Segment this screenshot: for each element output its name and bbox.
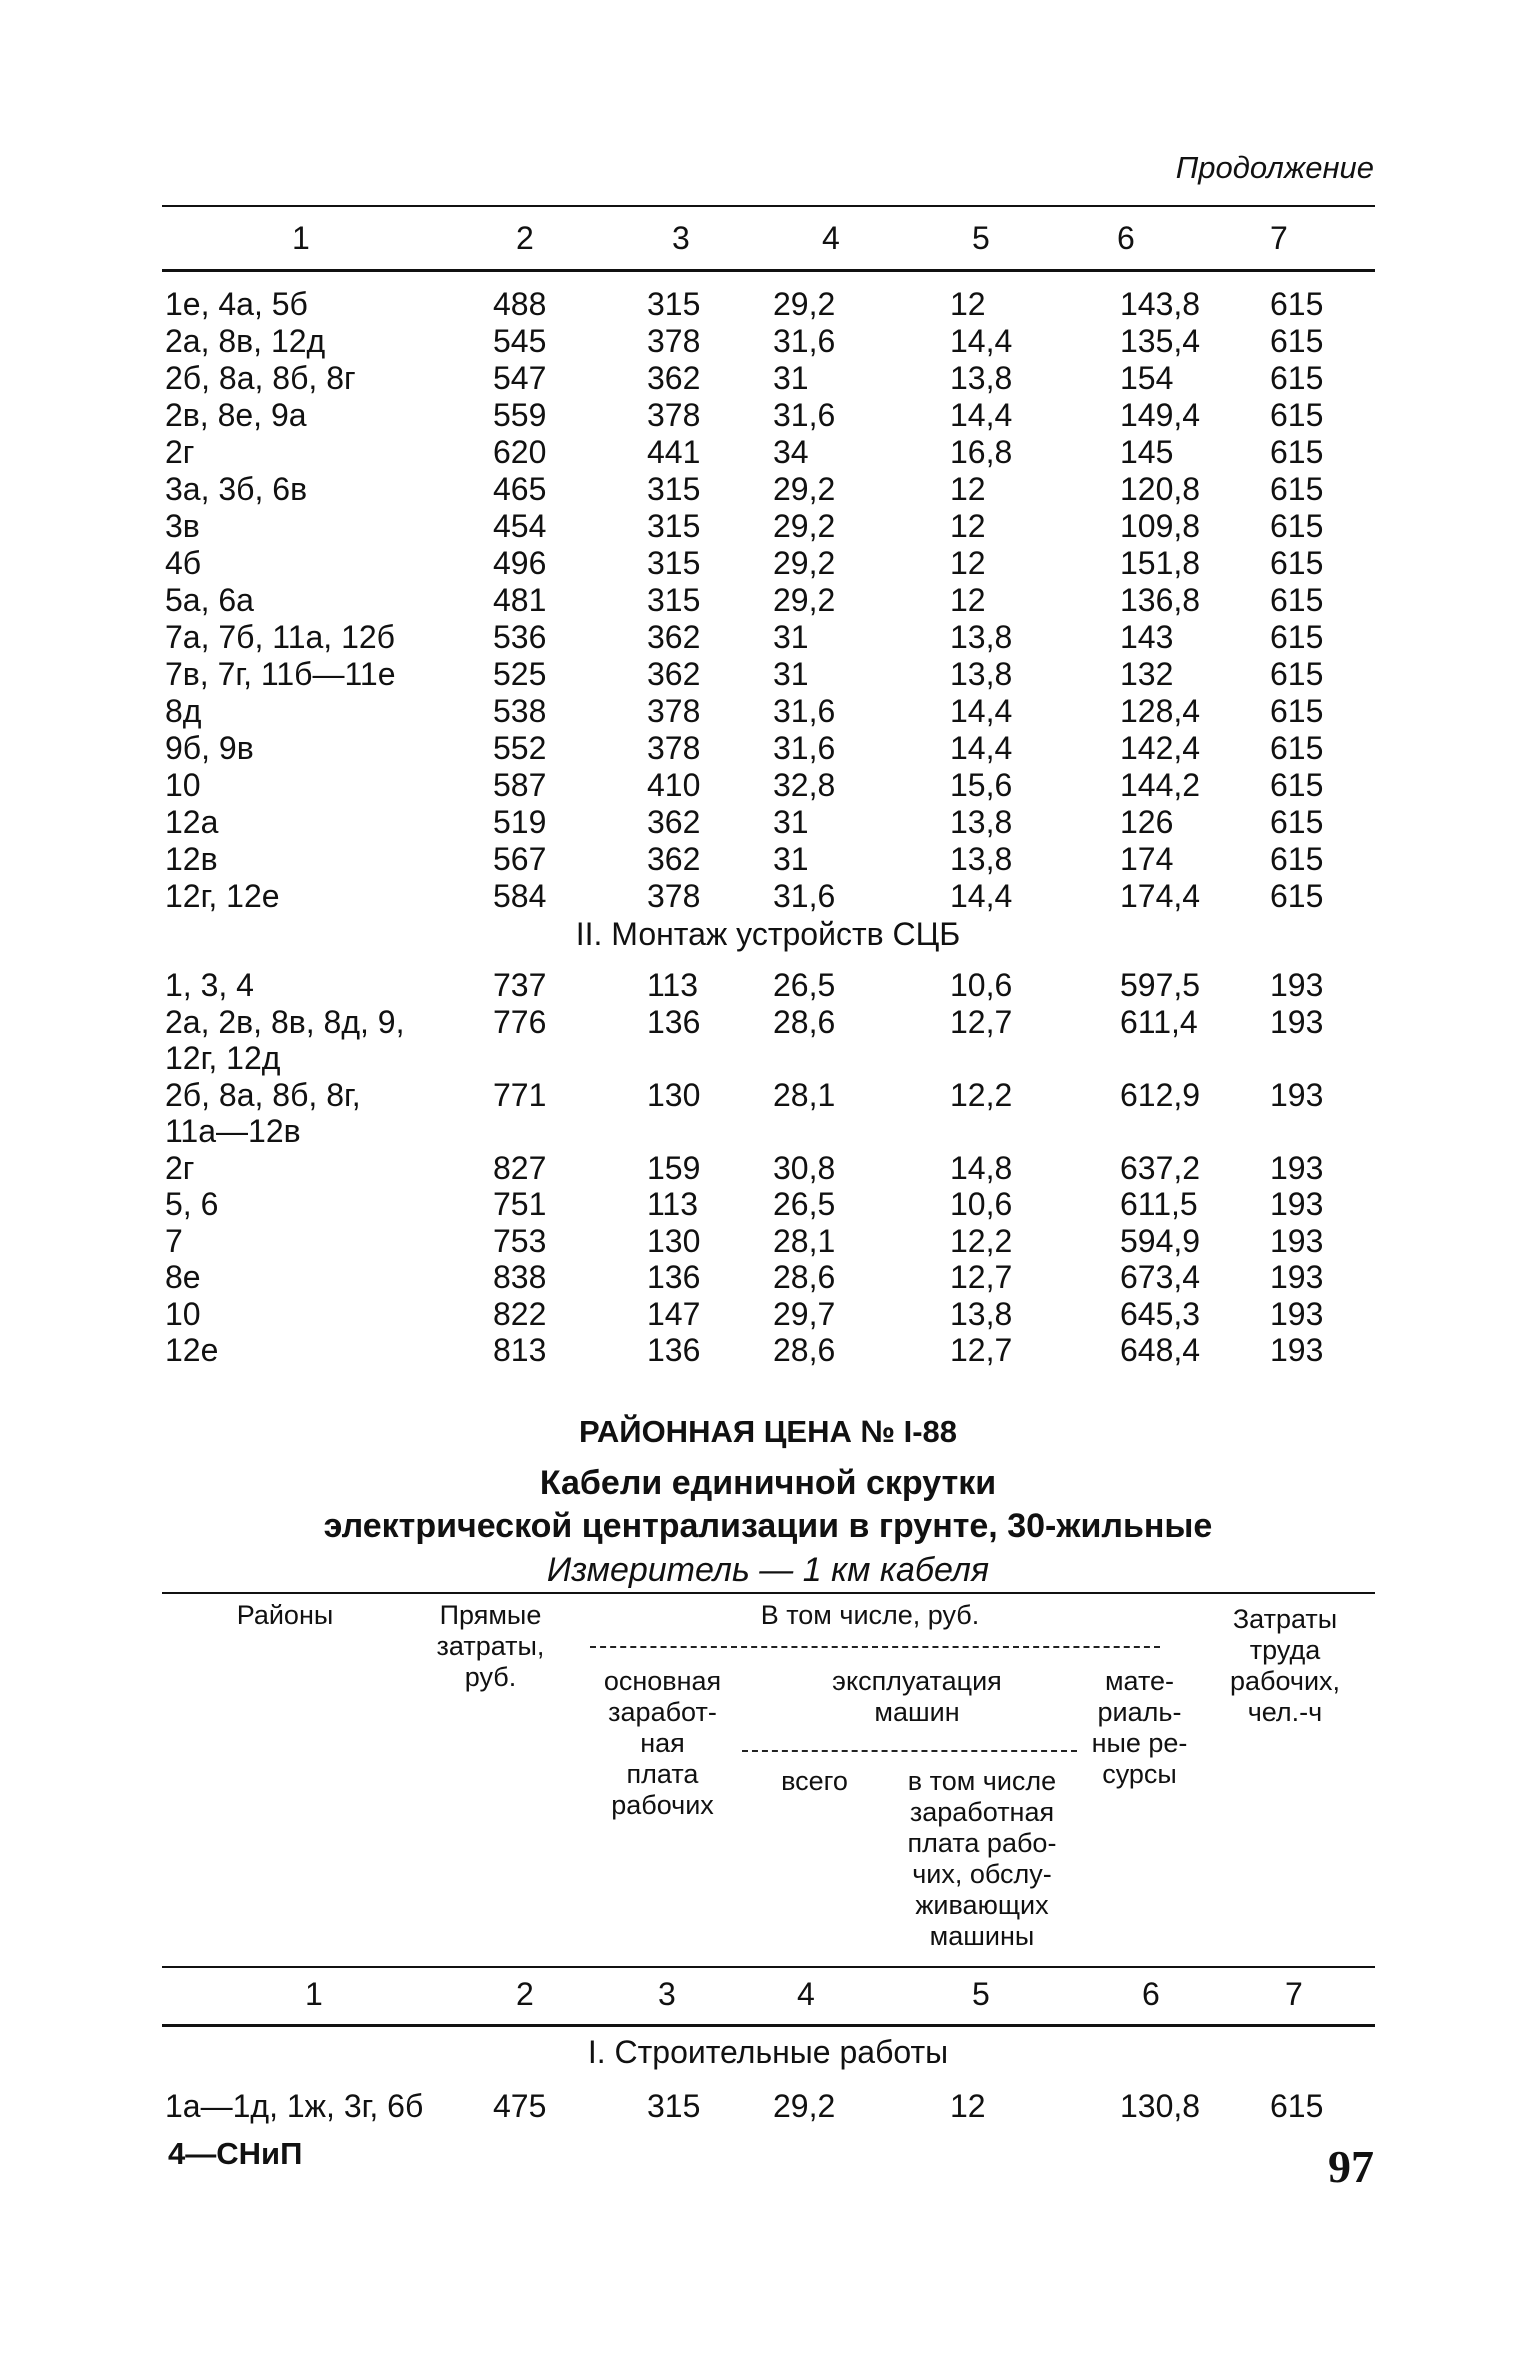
table-cell: 12,7 [950,1332,1013,1368]
footer-label: 4—СНиП [168,2136,303,2171]
table-cell: 545 [493,323,547,359]
table-cell: 151,8 [1120,545,1201,581]
header-materials: мате- риаль- ные ре- сурсы [1091,1666,1188,1789]
table-cell: 145 [1120,434,1174,470]
table-cell: 378 [647,323,701,359]
table-row [0,1150,1536,1187]
table-cell: 174,4 [1120,878,1201,914]
table-row [0,1077,1536,1114]
page-number: 97 [1328,2141,1374,2192]
table-row [0,804,1536,841]
header-total: всего [781,1766,848,1796]
table-cell: 2б, 8а, 8б, 8г, [165,1076,361,1113]
section-heading-2: II. Монтаж устройств СЦБ [575,916,961,952]
table-cell: 31,6 [773,323,836,359]
table-row [0,693,1536,730]
table-cell: 645,3 [1120,1295,1201,1332]
table-cell: 362 [647,619,701,655]
table-row [0,397,1536,434]
table-cell: 31 [773,619,809,655]
table-cell: 615 [1270,434,1324,470]
table-cell: 771 [493,1076,547,1113]
table-cell: 7а, 7б, 11а, 12б [165,619,395,655]
table-cell: 615 [1270,619,1324,655]
table-cell: 193 [1270,1149,1324,1186]
table-cell: 29,2 [773,545,836,581]
table-cell: 615 [1270,545,1324,581]
table-cell: 154 [1120,360,1174,396]
table-cell: 315 [647,286,701,322]
table-row [0,471,1536,508]
table-cell: 14,4 [950,730,1013,766]
col-num: 5 [972,220,990,256]
table-cell: 584 [493,878,547,914]
table-cell: 14,4 [950,878,1013,914]
table-cell: 465 [493,471,547,507]
table-cell: 315 [647,2088,701,2124]
table-cell: 28,6 [773,1259,836,1295]
table-cell: 29,2 [773,582,836,618]
table-cell: 536 [493,619,547,655]
header-machines: эксплуатация машин [832,1666,1002,1727]
table-cell: 838 [493,1259,547,1295]
table-cell: 147 [647,1295,701,1332]
table-cell: 12е [165,1332,219,1368]
table-cell: 488 [493,286,547,322]
table-row [0,1186,1536,1223]
table-cell: 3а, 3б, 6в [165,471,308,507]
table-cell: 193 [1270,1186,1324,1222]
table-cell: 132 [1120,656,1174,692]
table-cell: 5, 6 [165,1186,219,1222]
table-cell: 315 [647,545,701,581]
table-cell: 126 [1120,804,1174,840]
table-cell: 193 [1270,967,1324,1003]
table-cell: 441 [647,434,701,470]
table-cell: 29,2 [773,2088,836,2124]
header-regions: Районы [236,1600,334,1630]
table-cell: 611,4 [1120,1003,1198,1040]
header-including: В том числе, руб. [760,1600,980,1630]
col-num: 7 [1270,220,1288,256]
table-cell: 567 [493,841,547,877]
table-cell: 12,2 [950,1222,1013,1259]
table-cell: 12 [950,286,986,322]
table-cell: 1е, 4а, 5б [165,286,308,322]
table-row [0,656,1536,693]
table-cell: 737 [493,967,547,1003]
table-cell: 12 [950,545,986,581]
table-row [0,967,1536,1004]
section-heading-1: I. Строительные работы [587,2034,949,2070]
table-cell: 615 [1270,841,1324,877]
table-cell: 193 [1270,1222,1324,1259]
table-cell: 193 [1270,1003,1324,1040]
table-cell: 10,6 [950,1186,1013,1222]
table-cell: 16,8 [950,434,1013,470]
table-cell: 12,7 [950,1259,1013,1295]
table-row [0,360,1536,397]
table-row [0,1113,1536,1150]
table-cell: 113 [647,1186,699,1222]
table-row [0,545,1536,582]
header-direct-costs: Прямые затраты, руб. [436,1600,545,1692]
table-cell: 378 [647,397,701,433]
table-cell: 615 [1270,730,1324,766]
second-table-top-rule [162,1592,1375,1594]
table-cell: 9б, 9в [165,730,254,766]
table-cell: 28,1 [773,1076,836,1113]
table-cell: 620 [493,434,547,470]
table-cell: 12,2 [950,1076,1013,1113]
table-cell: 174 [1120,841,1174,877]
table-cell: 2г [165,434,195,470]
table-cell: 14,8 [950,1149,1013,1186]
table-row [0,878,1536,915]
table-cell: 3в [165,508,200,544]
header-labor: Затраты труда рабочих, чел.-ч [1229,1604,1341,1727]
table-cell: 13,8 [950,841,1013,877]
table-cell: 15,6 [950,767,1013,803]
continuation-label: Продолжение [1175,150,1374,185]
table-cell: 813 [493,1332,547,1368]
table-cell: 315 [647,508,701,544]
table-cell: 109,8 [1120,508,1201,544]
table-cell: 753 [493,1222,547,1259]
table-cell: 615 [1270,656,1324,692]
table-cell: 475 [493,2088,547,2124]
table-cell: 615 [1270,582,1324,618]
table-cell: 113 [647,967,699,1003]
table-cell: 13,8 [950,804,1013,840]
table-cell: 28,6 [773,1332,836,1368]
table-row [0,508,1536,545]
table-row [0,1332,1536,1369]
table-cell: 615 [1270,286,1324,322]
table-cell: 594,9 [1120,1222,1201,1259]
table-cell: 143 [1120,619,1174,655]
table-cell: 31 [773,804,809,840]
table-cell: 552 [493,730,547,766]
table-cell: 8д [165,693,202,729]
second-header-rule [162,1966,1375,1968]
table-cell: 31,6 [773,878,836,914]
machines-divider [742,1750,1077,1752]
table-cell: 120,8 [1120,471,1201,507]
table-cell: 612,9 [1120,1076,1201,1113]
table-cell: 12а [165,804,219,840]
col-num: 3 [672,220,690,256]
table-cell: 2б, 8а, 8б, 8г [165,360,356,396]
table-cell: 1, 3, 4 [165,967,254,1003]
unit-of-measure: Измеритель — 1 км кабеля [546,1551,990,1589]
column-numbers-row [0,220,1536,257]
column-numbers-row-2 [0,1976,1536,2013]
table-cell: 136 [647,1003,701,1040]
table-cell: 362 [647,841,701,877]
table-cell: 454 [493,508,547,544]
table-row [0,841,1536,878]
table-cell: 26,5 [773,967,836,1003]
table-cell: 637,2 [1120,1149,1201,1186]
table-row [0,1223,1536,1260]
table-cell: 144,2 [1120,767,1201,803]
header-machine-wage: в том числе заработная плата рабо- чих, обслу- живающих машины [907,1766,1057,1951]
subtitle-line-1: Кабели единичной скрутки [539,1464,997,1502]
table-row [0,619,1536,656]
table-cell: 827 [493,1149,547,1186]
table-cell: 673,4 [1120,1259,1201,1295]
table-cell: 130 [647,1222,701,1259]
table-cell: 12 [950,2088,986,2124]
table-cell: 193 [1270,1295,1324,1332]
subtitle-line-2: электрической централизации в грунте, 30-жильные [323,1507,1213,1545]
table-cell: 10,6 [950,967,1013,1003]
table-cell: 378 [647,693,701,729]
col-num: 2 [516,220,534,256]
table-cell: 13,8 [950,656,1013,692]
table-cell: 615 [1270,323,1324,359]
col-num: 1 [305,1976,323,2012]
table-cell: 2г [165,1149,195,1186]
table-cell: 11а—12в [165,1113,301,1149]
table-cell: 14,4 [950,397,1013,433]
table-cell: 193 [1270,1076,1324,1113]
table-cell: 149,4 [1120,397,1201,433]
table-row [0,582,1536,619]
table-row [0,2088,1536,2125]
table-cell: 615 [1270,2088,1324,2124]
table-cell: 362 [647,360,701,396]
table-cell: 10 [165,1295,201,1332]
table-cell: 315 [647,471,701,507]
table-cell: 31,6 [773,397,836,433]
table-cell: 615 [1270,804,1324,840]
table-cell: 13,8 [950,619,1013,655]
table-cell: 2а, 2в, 8в, 8д, 9, [165,1003,405,1040]
col-num: 4 [797,1976,815,2012]
table-cell: 378 [647,730,701,766]
table-cell: 12 [950,582,986,618]
table-cell: 193 [1270,1259,1324,1295]
table-cell: 31 [773,656,809,692]
table-cell: 14,4 [950,693,1013,729]
table-cell: 130 [647,1076,701,1113]
table-cell: 136,8 [1120,582,1201,618]
table-cell: 31,6 [773,693,836,729]
table-cell: 538 [493,693,547,729]
col-num: 4 [822,220,840,256]
table-cell: 648,4 [1120,1332,1201,1368]
table-cell: 822 [493,1295,547,1332]
header-wage: основная заработ- ная плата рабочих [603,1666,722,1820]
table-cell: 135,4 [1120,323,1201,359]
table-cell: 615 [1270,397,1324,433]
table-cell: 481 [493,582,547,618]
col-num: 5 [972,1976,990,2012]
header-divider [590,1646,1160,1648]
table-cell: 28,6 [773,1003,836,1040]
col-num: 6 [1117,220,1135,256]
table-cell: 7в, 7г, 11б—11е [165,656,396,692]
table-cell: 315 [647,582,701,618]
table-cell: 525 [493,656,547,692]
table-cell: 1а—1д, 1ж, 3г, 6б [165,2088,424,2124]
col-num: 2 [516,1976,534,2012]
col-num: 1 [292,220,310,256]
table-cell: 8е [165,1259,201,1295]
table-cell: 14,4 [950,323,1013,359]
table-cell: 31,6 [773,730,836,766]
table-row [0,730,1536,767]
table-cell: 362 [647,656,701,692]
table-cell: 34 [773,434,809,470]
table-cell: 29,2 [773,508,836,544]
table-cell: 26,5 [773,1186,836,1222]
table-cell: 29,7 [773,1295,836,1332]
second-numbers-rule [162,2024,1375,2027]
table-cell: 378 [647,878,701,914]
table-cell: 615 [1270,360,1324,396]
table-cell: 12г, 12е [165,878,280,914]
table-cell: 159 [647,1149,701,1186]
table-cell: 143,8 [1120,286,1201,322]
table-cell: 29,2 [773,286,836,322]
table-cell: 29,2 [773,471,836,507]
table-cell: 28,1 [773,1222,836,1259]
table-top-rule [162,205,1375,207]
table-cell: 519 [493,804,547,840]
table-cell: 776 [493,1003,547,1040]
table-cell: 12,7 [950,1003,1013,1040]
table-cell: 362 [647,804,701,840]
table-cell: 31 [773,841,809,877]
table-cell: 193 [1270,1332,1324,1368]
col-num: 3 [658,1976,676,2012]
table-cell: 136 [647,1259,701,1295]
table-cell: 31 [773,360,809,396]
table-cell: 587 [493,767,547,803]
table-cell: 2в, 8е, 9а [165,397,307,433]
table-cell: 130,8 [1120,2088,1201,2124]
table-cell: 496 [493,545,547,581]
table-cell: 7 [165,1222,183,1259]
table-row [0,767,1536,804]
table-cell: 410 [647,767,701,803]
table-row [0,434,1536,471]
col-num: 6 [1142,1976,1160,2012]
table-cell: 13,8 [950,360,1013,396]
table-cell: 611,5 [1120,1186,1198,1222]
table-cell: 12в [165,841,218,877]
price-title: РАЙОННАЯ ЦЕНА № I-88 [578,1414,958,1449]
table-cell: 547 [493,360,547,396]
table-cell: 615 [1270,767,1324,803]
table-row [0,1040,1536,1077]
table-cell: 615 [1270,693,1324,729]
table-row [0,323,1536,360]
table-row [0,1259,1536,1296]
table-row [0,1296,1536,1333]
table-cell: 128,4 [1120,693,1201,729]
table-cell: 751 [493,1186,547,1222]
table-cell: 142,4 [1120,730,1201,766]
table-cell: 615 [1270,508,1324,544]
table-row [0,286,1536,323]
table-cell: 32,8 [773,767,836,803]
table-cell: 136 [647,1332,701,1368]
table-cell: 559 [493,397,547,433]
table-cell: 30,8 [773,1149,836,1186]
table-cell: 615 [1270,471,1324,507]
table-cell: 12г, 12д [165,1040,281,1076]
table-cell: 10 [165,767,201,803]
table-cell: 12 [950,471,986,507]
table-row [0,1004,1536,1041]
table-cell: 12 [950,508,986,544]
header-rule [162,269,1375,272]
table-cell: 13,8 [950,1295,1013,1332]
table-cell: 2а, 8в, 12д [165,323,326,359]
table-cell: 5а, 6а [165,582,254,618]
table-cell: 4б [165,545,202,581]
table-cell: 615 [1270,878,1324,914]
table-cell: 597,5 [1120,967,1201,1003]
col-num: 7 [1285,1976,1303,2012]
